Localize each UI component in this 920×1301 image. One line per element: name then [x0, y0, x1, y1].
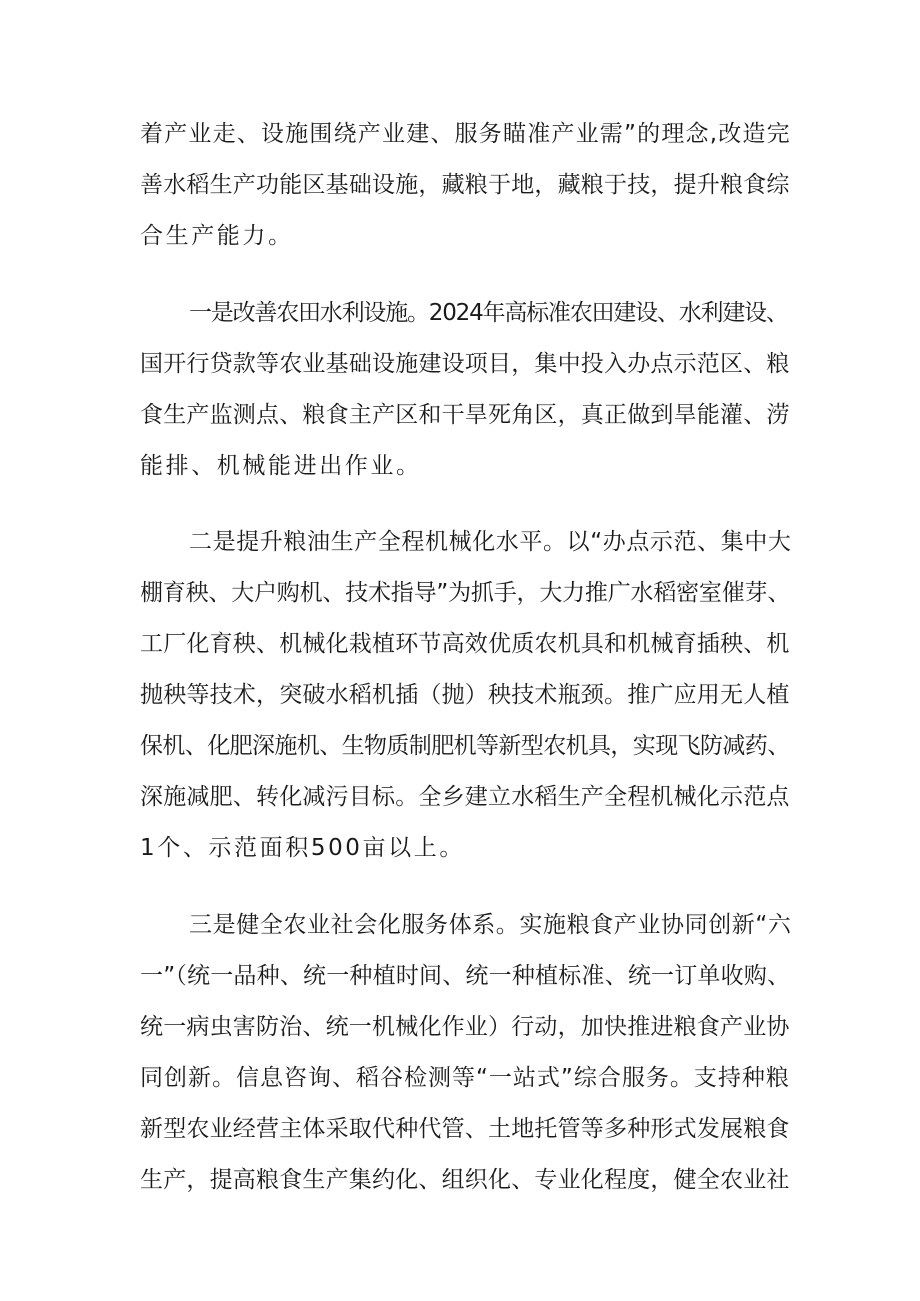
text-line: 同创新。信息咨询、稻谷检测等“一站式”综合服务。支持种粮 — [140, 1065, 790, 1091]
text-line: 一”（统一品种、统一种植时间、统一种植标准、统一订单收购、 — [140, 963, 791, 989]
text-line: 生产，提高粮食生产集约化、组织化、专业化程度，健全农业社 — [140, 1167, 790, 1193]
text-line: 统一病虫害防治、统一机械化作业）行动，加快推进粮食产业协 — [140, 1014, 790, 1040]
text-line: 能排、机械能进出作业。 — [140, 453, 422, 479]
text-line: 二是提升粮油生产全程机械化水平。以“办点示范、集中大 — [189, 529, 792, 555]
text-line: 食生产监测点、粮食主产区和干旱死角区，真正做到旱能灌、涝 — [140, 402, 790, 428]
text-line: 抛秧等技术，突破水稻机插（抛）秧技术瓶颈。推广应用无人植 — [140, 682, 790, 708]
text-line: 深施减肥、转化减污目标。全乡建立水稻生产全程机械化示范点 — [140, 784, 790, 810]
text-line: 三是健全农业社会化服务体系。实施粮食产业协同创新“六 — [189, 912, 792, 938]
text-line: 1个、示范面积500亩以上。 — [140, 835, 465, 861]
text-line: 保机、化肥深施机、生物质制肥机等新型农机具，实现飞防减药、 — [140, 733, 790, 759]
text-line: 善水稻生产功能区基础设施，藏粮于地，藏粮于技，提升粮食综 — [140, 172, 790, 198]
text-line: 一是改善农田水利设施。2024年高标准农田建设、水利建设、 — [189, 300, 788, 326]
text-line: 新型农业经营主体采取代种代管、土地托管等多种形式发展粮食 — [140, 1116, 790, 1142]
text-line: 工厂化育秧、机械化栽植环节高效优质农机具和机械育插秧、机 — [140, 631, 790, 657]
text-line: 合生产能力。 — [140, 223, 294, 249]
text-line: 国开行贷款等农业基础设施建设项目，集中投入办点示范区、粮 — [140, 351, 790, 377]
text-line: 棚育秧、大户购机、技术指导”为抓手，大力推广水稻密室催芽、 — [140, 580, 791, 606]
text-line: 着产业走、设施围绕产业建、服务瞄准产业需”的理念,改造完 — [140, 121, 791, 147]
